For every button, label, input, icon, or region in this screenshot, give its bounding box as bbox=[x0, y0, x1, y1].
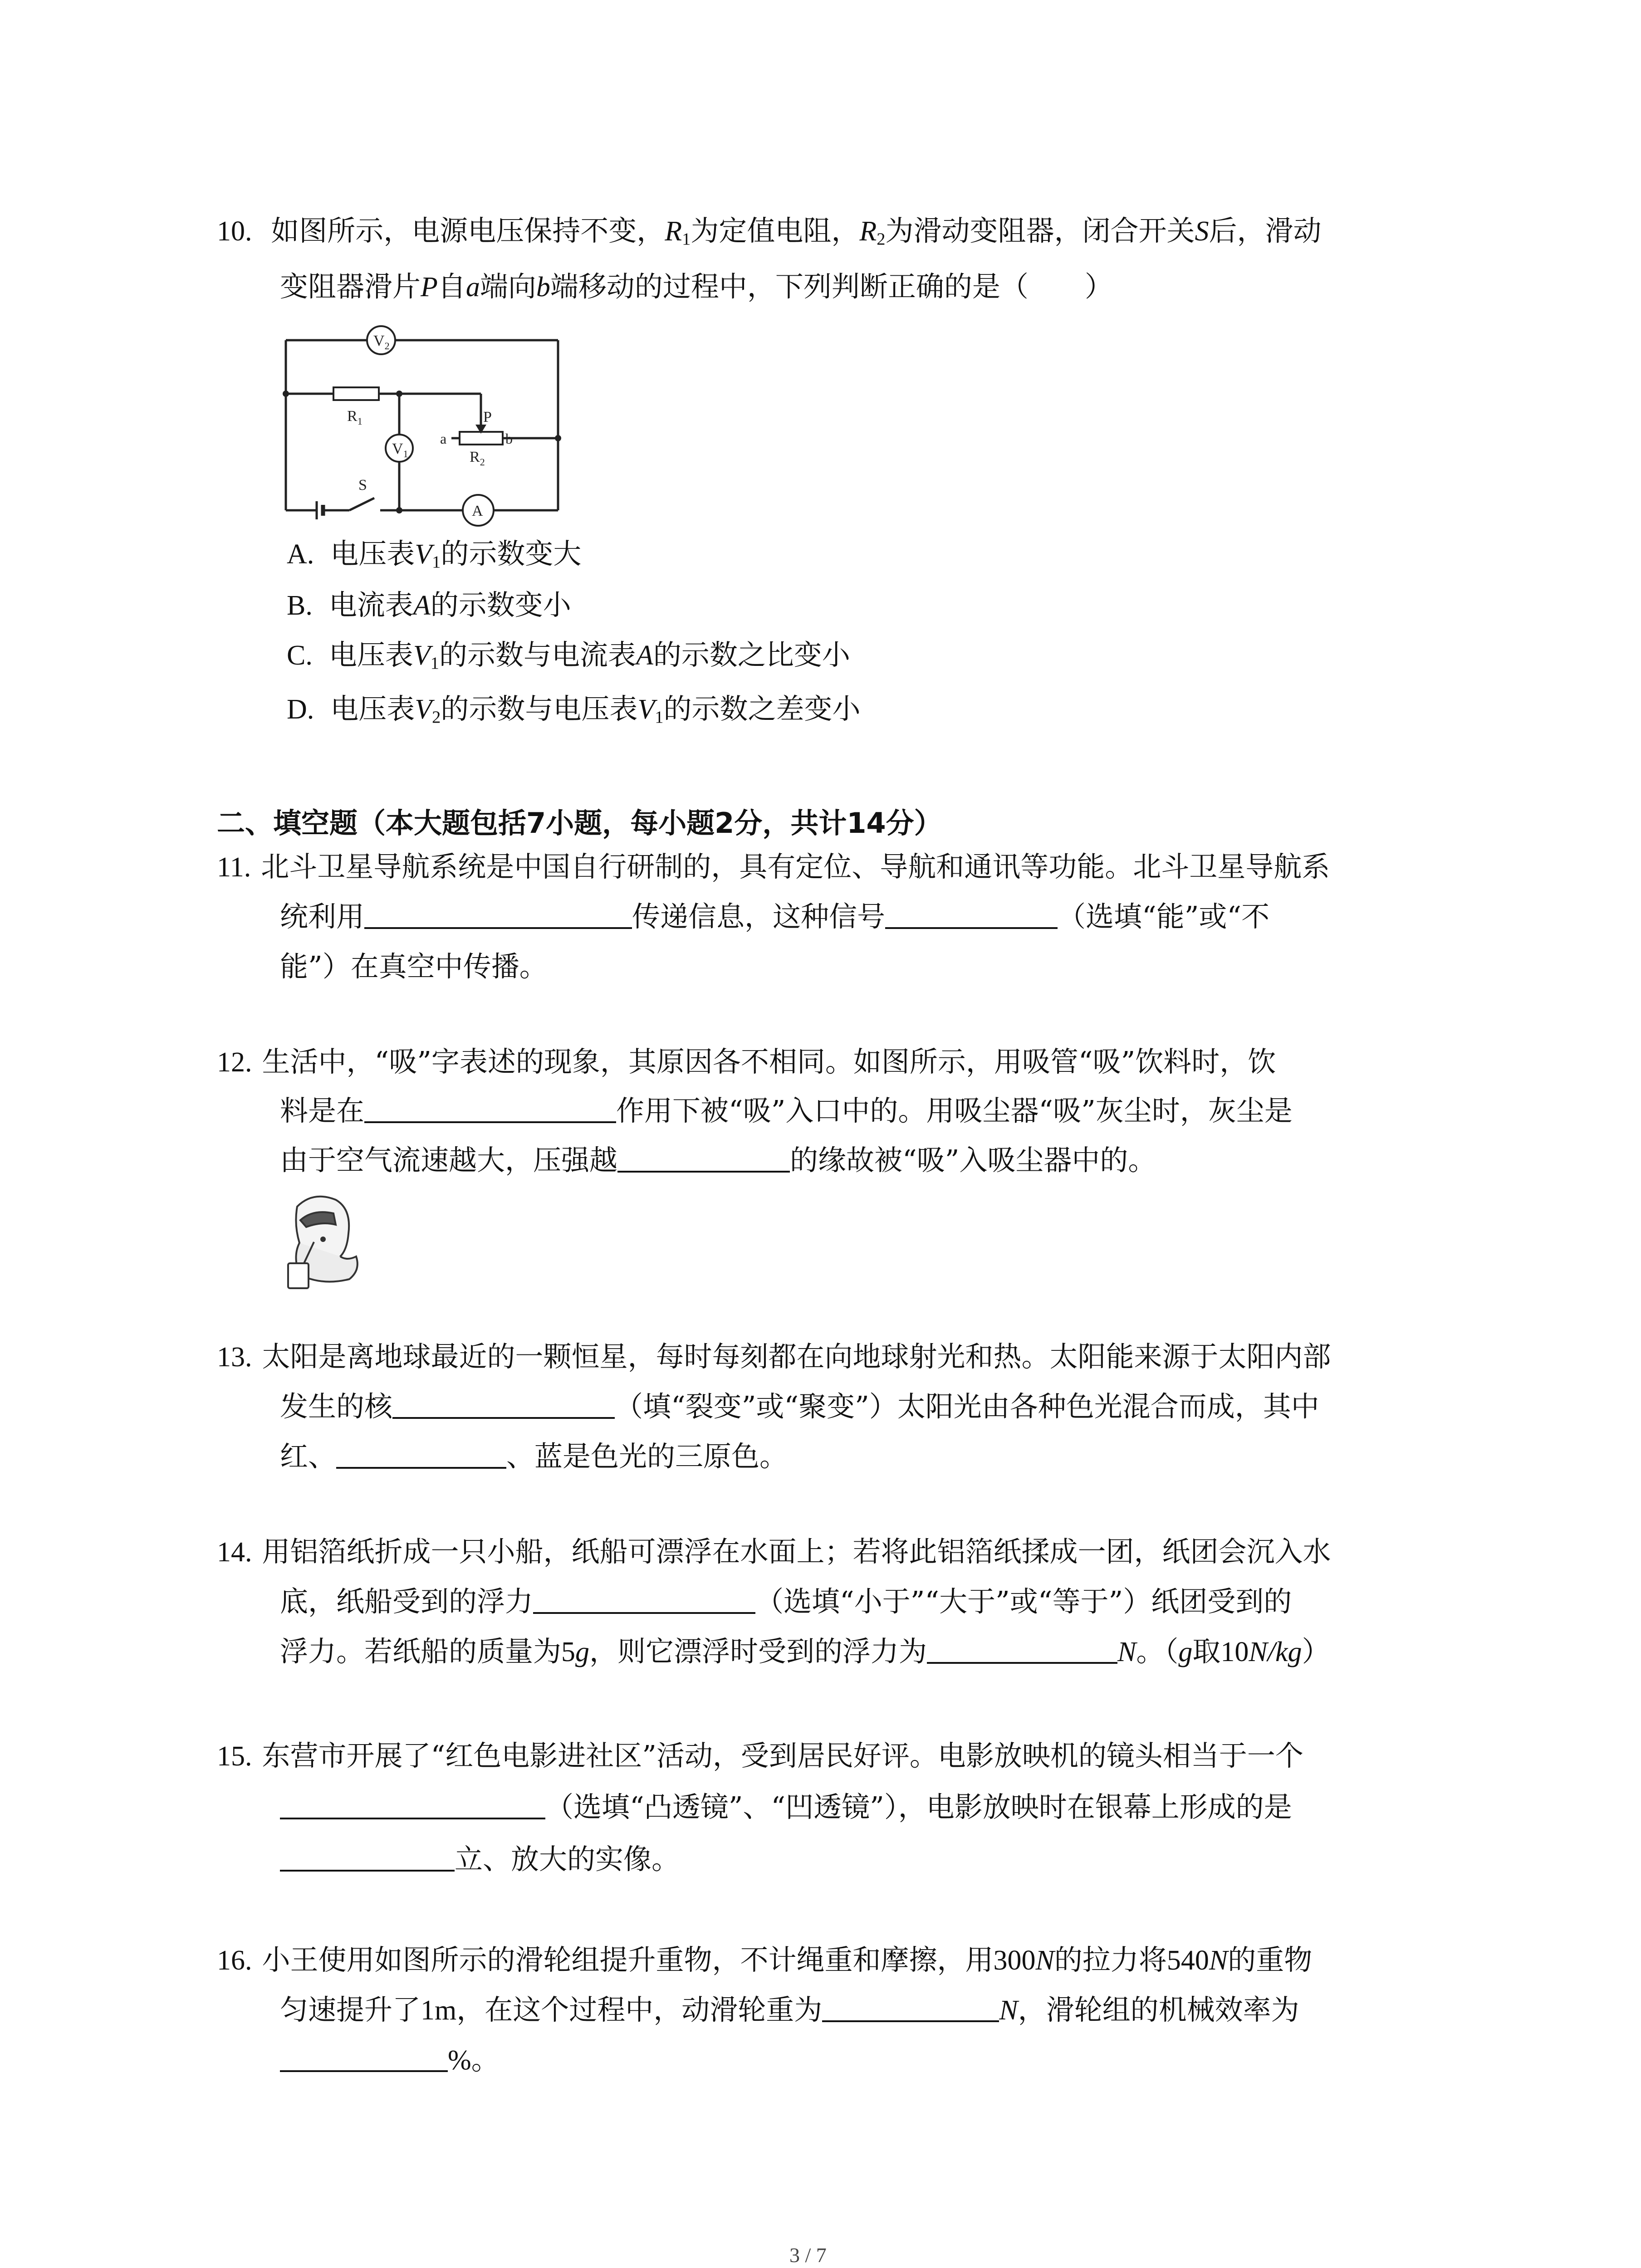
svg-text:V1: $V_1$ bbox=[392, 440, 408, 459]
q14-blank-1[interactable] bbox=[533, 1612, 755, 1614]
svg-text:S: S bbox=[358, 477, 367, 494]
q13-line1: 13. 太阳是离地球最近的一颗恒星，每时每刻都在向地球射光和热。太阳能来源于太阳内部 bbox=[217, 1340, 1331, 1373]
svg-text:A: A bbox=[472, 503, 483, 519]
q11-line1: 11. 北斗卫星导航系统是中国自行研制的，具有定位、导航和通讯等功能。北斗卫星导航系 bbox=[217, 850, 1330, 883]
q15-number: 15. bbox=[217, 1741, 252, 1772]
q15-line1: 15. 东营市开展了“红色电影进社区”活动，受到居民好评。电影放映机的镜头相当于一个 bbox=[217, 1739, 1303, 1772]
q12-line2: 料是在 作用下被“吸”入口中的。用吸尘器“吸”灰尘时，灰尘是 bbox=[280, 1094, 1293, 1127]
q13-number: 13. bbox=[217, 1342, 252, 1373]
q10-option-c: C. 电压表$V_1$的示数与电流表A的示数之比变小 bbox=[287, 638, 850, 673]
q15-blank-1[interactable] bbox=[280, 1818, 545, 1819]
q15-blank-2[interactable] bbox=[280, 1870, 455, 1872]
q13-line3: 红、 、蓝是色光的三原色。 bbox=[280, 1440, 788, 1473]
svg-text:R2: $R_2$ bbox=[470, 449, 485, 468]
q13-blank-2[interactable] bbox=[336, 1467, 506, 1469]
page-number: 3 / 7 bbox=[789, 2244, 827, 2267]
rheostat-r2-icon bbox=[460, 432, 503, 445]
q16-blank-2[interactable] bbox=[280, 2070, 448, 2072]
svg-text:V2: $V_2$ bbox=[373, 332, 390, 352]
q14-number: 14. bbox=[217, 1537, 252, 1568]
q16-line3: %。 bbox=[280, 2046, 500, 2074]
svg-text:b: b bbox=[505, 430, 513, 447]
q12-line3: 由于空气流速越大，压强越 的缘故被“吸”入吸尘器中的。 bbox=[280, 1144, 1156, 1177]
resistor-r1-icon bbox=[333, 387, 379, 400]
q15-line2: （选填“凸透镜”、“凹透镜”），电影放映时在银幕上形成的是 bbox=[280, 1793, 1292, 1821]
svg-text:R1: $R_1$ bbox=[347, 408, 362, 427]
q10-number: 10. bbox=[217, 216, 252, 247]
q14-blank-2[interactable] bbox=[927, 1662, 1117, 1664]
child-drinking-illustration bbox=[272, 1188, 367, 1293]
q10-line1: 10. 如图所示，电源电压保持不变，$R_1$为定值电阻，$R_2$为滑动变阻器，闭合开关S后，滑动 bbox=[217, 214, 1322, 249]
q16-blank-1[interactable] bbox=[822, 2020, 999, 2022]
q12-line1: 12. 生活中，“吸”字表述的现象，其原因各不相同。如图所示，用吸管“吸”饮料时，饮 bbox=[217, 1045, 1276, 1078]
q16-line1: 16. 小王使用如图所示的滑轮组提升重物，不计绳重和摩擦，用300N的拉力将540N的重物 bbox=[217, 1943, 1313, 1976]
q11-line2: 统利用 传递信息，这种信号 （选填“能”或“不 bbox=[280, 900, 1270, 933]
q11-number: 11. bbox=[217, 852, 251, 883]
q13-line2: 发生的核 （填“裂变”或“聚变”）太阳光由各种色光混合而成，其中 bbox=[280, 1390, 1319, 1423]
q14-line3: 浮力。若纸船的质量为5g，则它漂浮时受到的浮力为 N。（g取10N/kg） bbox=[280, 1635, 1330, 1668]
q15-line3: 立、放大的实像。 bbox=[280, 1845, 680, 1873]
q13-blank-1[interactable] bbox=[392, 1417, 615, 1419]
svg-text:a: a bbox=[440, 430, 447, 447]
q11-line3: 能”）在真空中传播。 bbox=[280, 950, 548, 983]
q12-blank-1[interactable] bbox=[364, 1121, 616, 1123]
q14-line1: 14. 用铝箔纸折成一只小船，纸船可漂浮在水面上；若将此铝箔纸揉成一团，纸团会沉入水 bbox=[217, 1535, 1331, 1568]
q10-line2: 变阻器滑片P自a端向b端移动的过程中，下列判断正确的是（ ） bbox=[280, 270, 1113, 303]
q10-option-a: A. 电压表$V_1$的示数变大 bbox=[287, 537, 582, 572]
q12-blank-2[interactable] bbox=[617, 1171, 790, 1173]
q14-line2: 底，纸船受到的浮力 （选填“小于”“大于”或“等于”）纸团受到的 bbox=[280, 1585, 1292, 1618]
q16-line2: 匀速提升了1m，在这个过程中，动滑轮重为 N，滑轮组的机械效率为 bbox=[280, 1993, 1299, 2026]
q10-option-d: D. 电压表$V_2$的示数与电压表$V_1$的示数之差变小 bbox=[287, 692, 861, 727]
svg-text:P: P bbox=[483, 409, 492, 425]
circuit-diagram bbox=[272, 318, 572, 535]
q12-number: 12. bbox=[217, 1047, 252, 1078]
q10-option-b: B. 电流表A的示数变小 bbox=[287, 588, 571, 621]
section2-heading: 二、填空题（本大题包括7小题，每小题2分，共计14分） bbox=[217, 807, 942, 840]
q11-blank-1[interactable] bbox=[364, 927, 632, 929]
q11-blank-2[interactable] bbox=[885, 927, 1058, 929]
q16-number: 16. bbox=[217, 1945, 252, 1976]
